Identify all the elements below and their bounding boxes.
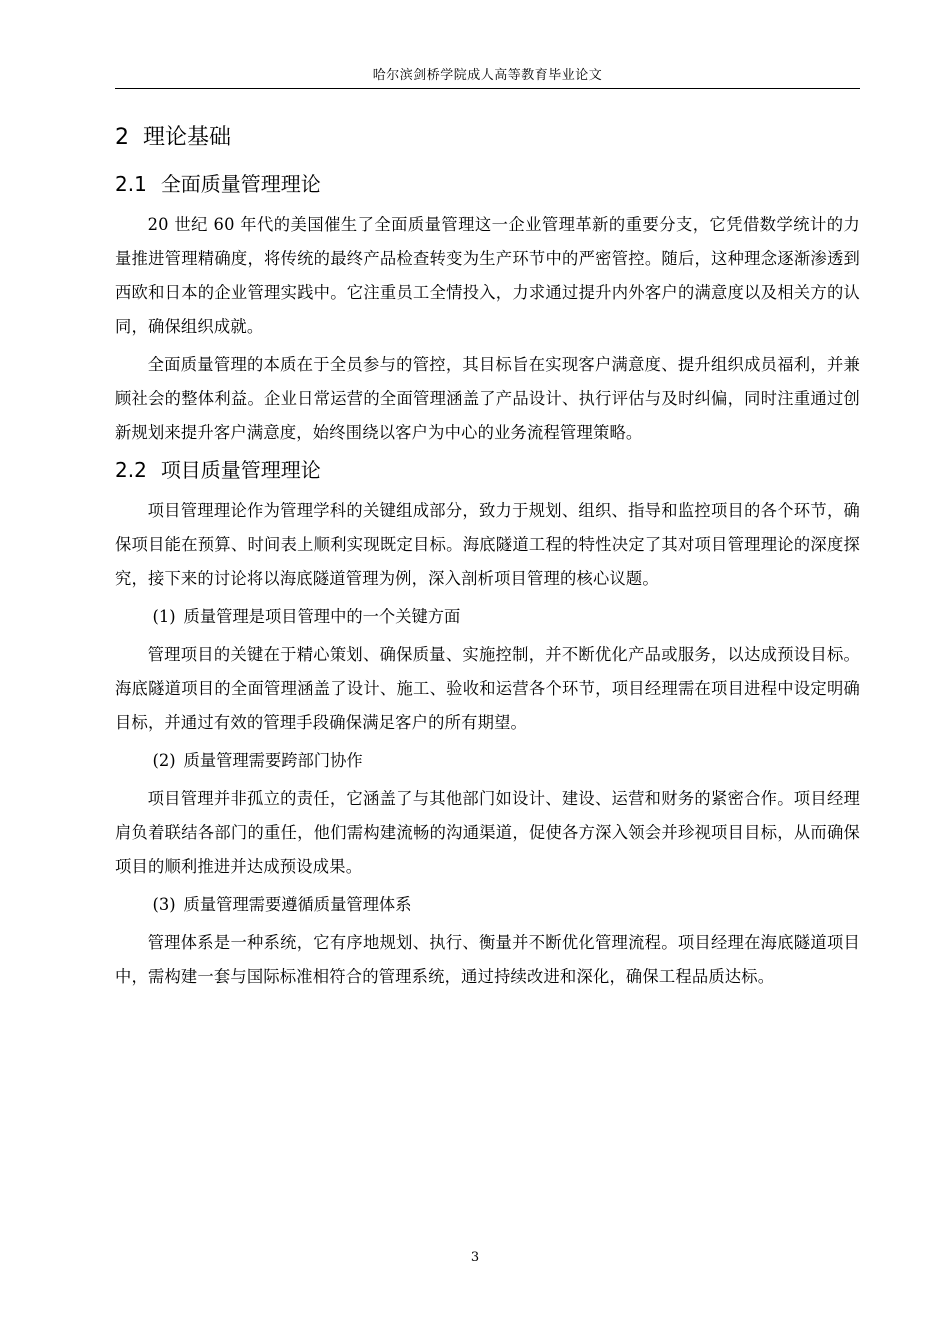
body-paragraph: 管理体系是一种系统，它有序地规划、执行、衡量并不断优化管理流程。项目经理在海底隧道项目中，需构建一套与国际标准相符合的管理系统，通过持续改进和深化，确保工程品质达标。 (115, 933, 860, 986)
list-item-number: (2) (152, 751, 176, 770)
section-number: 2.2 (115, 458, 147, 482)
section-title: 全面质量管理理论 (160, 172, 321, 196)
list-item-number: (1) (152, 607, 176, 626)
body-paragraph: 20 世纪 60 年代的美国催生了全面质量管理这一企业管理革新的重要分支，它凭借数学统计的力量推进管理精确度，将传统的最终产品检查转变为生产环节中的严密管控。随后，这种理念逐渐渗透到西欧和日本的企业管理实践中。它注重员工全情投入，力求通过提升内外客户的满意度以及相关方的认同，确保组织成就。 (115, 215, 860, 336)
section-heading-2-2 (115, 450, 860, 490)
body-paragraph: 管理项目的关键在于精心策划、确保质量、实施控制，并不断优化产品或服务，以达成预设目标。海底隧道项目的全面管理涵盖了设计、施工、验收和运营各个环节，项目经理需在项目进程中设定明确目标，并通过有效的管理手段确保满足客户的所有期望。 (115, 645, 860, 732)
list-item-title: 质量管理需要遵循质量管理体系 (183, 895, 412, 914)
section-heading-2-1 (115, 164, 860, 204)
section-title: 项目质量管理理论 (160, 458, 321, 482)
list-item-heading (115, 888, 860, 922)
list-item-heading (115, 744, 860, 778)
chapter-title: 理论基础 (143, 125, 232, 150)
body-paragraph: 项目管理理论作为管理学科的关键组成部分，致力于规划、组织、指导和监控项目的各个环节，确保项目能在预算、时间表上顺利实现既定目标。海底隧道工程的特性决定了其对项目管理理论的深度探究，接下来的讨论将以海底隧道管理为例，深入剖析项目管理的核心议题。 (115, 501, 860, 588)
page-body (115, 118, 860, 994)
list-item-number: (3) (152, 895, 176, 914)
chapter-heading (115, 118, 860, 158)
header-divider (115, 88, 860, 89)
chapter-number: 2 (115, 125, 129, 150)
running-header: 哈尔滨剑桥学院成人高等教育毕业论文 (372, 68, 603, 83)
list-item-title: 质量管理是项目管理中的一个关键方面 (183, 607, 461, 626)
body-paragraph: 项目管理并非孤立的责任，它涵盖了与其他部门如设计、建设、运营和财务的紧密合作。项目经理肩负着联结各部门的重任，他们需构建流畅的沟通渠道，促使各方深入领会并珍视项目目标，从而确保项目的顺利推进并达成预设成果。 (115, 789, 860, 876)
body-paragraph: 全面质量管理的本质在于全员参与的管控，其目标旨在实现客户满意度、提升组织成员福利，并兼顾社会的整体利益。企业日常运营的全面管理涵盖了产品设计、执行评估与及时纠偏，同时注重通过创新规划来提升客户满意度，始终围绕以客户为中心的业务流程管理策略。 (115, 355, 860, 442)
list-item-heading (115, 600, 860, 634)
list-item-title: 质量管理需要跨部门协作 (183, 751, 363, 770)
section-number: 2.1 (115, 172, 147, 196)
page-number: 3 (470, 1250, 480, 1265)
